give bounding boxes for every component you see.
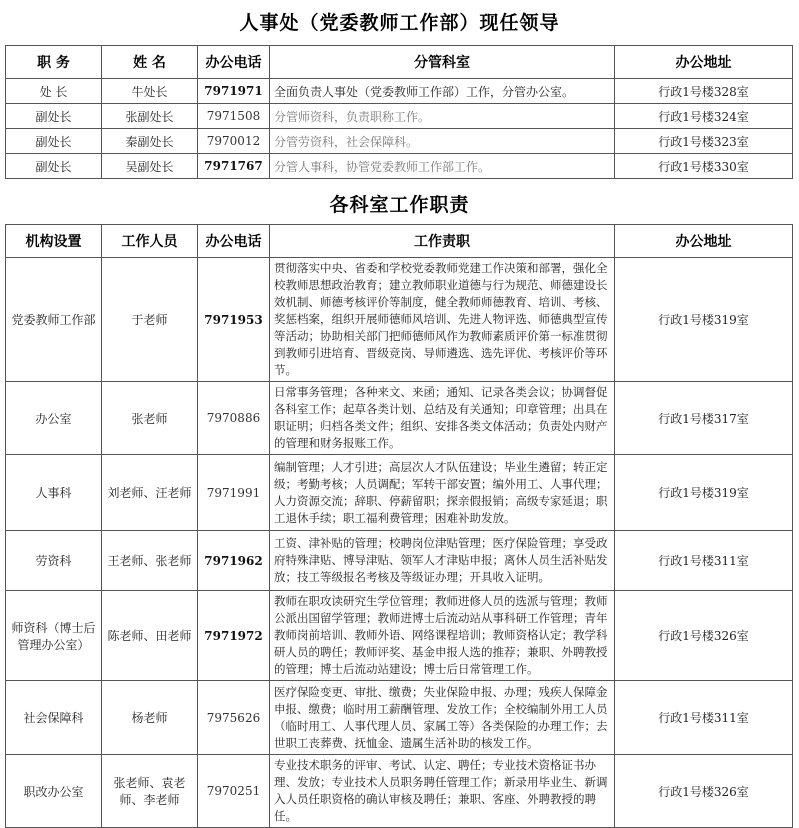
phone-cell: 7971508 <box>198 104 270 129</box>
table-row <box>6 154 793 179</box>
leaders-header-row <box>6 46 793 79</box>
staff-cell: 于老师 <box>102 258 198 382</box>
position-cell: 副处长 <box>6 129 102 154</box>
address-cell: 行政1号楼311室 <box>615 681 793 755</box>
duties-cell: 工资、津补贴的管理；校聘岗位津贴管理；医疗保险管理；享受政府特殊津贴、博导津贴、领军人才津贴申报；离休人员生活补贴发放；技工等级报名考核及等级证办理；开具收入证明。 <box>270 531 615 591</box>
table-row <box>6 129 793 154</box>
address-cell: 行政1号楼317室 <box>615 382 793 455</box>
staff-cell: 陈老师、田老师 <box>102 591 198 681</box>
position-cell: 副处长 <box>6 154 102 179</box>
address-cell: 行政1号楼326室 <box>615 755 793 828</box>
table-row <box>6 681 793 755</box>
duties-cell: 分管劳资科，社会保障科。 <box>270 129 615 154</box>
unit-cell: 人事科 <box>6 455 102 531</box>
header-duties: 工作责职 <box>270 225 615 258</box>
header-name: 姓 名 <box>102 46 198 79</box>
unit-cell: 师资科（博士后管理办公室） <box>6 591 102 681</box>
name-cell: 吴副处长 <box>102 154 198 179</box>
duties-cell: 贯彻落实中央、省委和学校党委教师党建工作决策和部署，强化全校教师思想政治教育；建立教师职业道德与行为规范、师德建设长效机制、师德考核评价等制度，健全教师师德教育、培训、考核、奖惩档案，组织开展师德师风培训、先进人物评选、师德典型宣传等活动；协助相关部门把师德师风作为教师素质评价第一标准贯彻到教师引进培育、晋级竞岗、导师遴选、选先评优、考核评价等环节。 <box>270 258 615 382</box>
address-cell: 行政1号楼319室 <box>615 455 793 531</box>
staff-cell: 杨老师 <box>102 681 198 755</box>
address-cell: 行政1号楼328室 <box>615 79 793 104</box>
duties-cell: 全面负责人事处（党委教师工作部）工作，分管办公室。 <box>270 79 615 104</box>
phone-cell: 7971962 <box>198 531 270 591</box>
table-row <box>6 382 793 455</box>
duties-cell: 编制管理；人才引进；高层次人才队伍建设；毕业生遴留；转正定级；考勤考核；人员调配；军转干部安置；编外用工、人事代理；人力资源交流；辞职、停薪留职；探亲假报销；高级专家延退；职工退休手续；职工福利费管理；困难补助发放。 <box>270 455 615 531</box>
name-cell: 秦副处长 <box>102 129 198 154</box>
address-cell: 行政1号楼330室 <box>615 154 793 179</box>
table-row <box>6 755 793 828</box>
address-cell: 行政1号楼319室 <box>615 258 793 382</box>
address-cell: 行政1号楼324室 <box>615 104 793 129</box>
header-duties: 分管科室 <box>270 46 615 79</box>
header-phone: 办公电话 <box>198 46 270 79</box>
unit-cell: 办公室 <box>6 382 102 455</box>
unit-cell: 劳资科 <box>6 531 102 591</box>
duties-cell: 专业技术职务的评审、考试、认定、聘任；专业技术资格证书办理、发放；专业技术人员职务聘任管理工作；新录用毕业生、新调入人员任职资格的确认审核及聘任；兼职、客座、外聘教授的聘任。 <box>270 755 615 828</box>
duties-cell: 分管师资科，负责职称工作。 <box>270 104 615 129</box>
phone-cell: 7971953 <box>198 258 270 382</box>
unit-cell: 职改办公室 <box>6 755 102 828</box>
phone-cell: 7971972 <box>198 591 270 681</box>
offices-table <box>5 224 793 828</box>
phone-cell: 7971971 <box>198 79 270 104</box>
header-phone: 办公电话 <box>198 225 270 258</box>
unit-cell: 社会保障科 <box>6 681 102 755</box>
leaders-title: 人事处（党委教师工作部）现任领导 <box>239 12 560 34</box>
header-position: 职 务 <box>6 46 102 79</box>
position-cell: 副处长 <box>6 104 102 129</box>
table-row <box>6 455 793 531</box>
phone-cell: 7971767 <box>198 154 270 179</box>
table-row <box>6 104 793 129</box>
table-row <box>6 79 793 104</box>
offices-title: 各科室工作职责 <box>329 194 470 216</box>
duties-cell: 日常事务管理；各种来文、来函；通知、记录各类会议；协调督促各科室工作；起草各类计划、总结及有关通知；印章管理；出具在职证明；归档各类文件；组织、安排各类文体活动；负责处内财产的管理和财务报账工作。 <box>270 382 615 455</box>
staff-cell: 刘老师、汪老师 <box>102 455 198 531</box>
phone-cell: 7970251 <box>198 755 270 828</box>
name-cell: 牛处长 <box>102 79 198 104</box>
header-address: 办公地址 <box>615 225 793 258</box>
address-cell: 行政1号楼323室 <box>615 129 793 154</box>
staff-cell: 王老师、张老师 <box>102 531 198 591</box>
phone-cell: 7971991 <box>198 455 270 531</box>
name-cell: 张副处长 <box>102 104 198 129</box>
header-staff: 工作人员 <box>102 225 198 258</box>
duties-cell: 医疗保险变更、审批、缴费；失业保险申报、办理；残疾人保障金申报、缴费；临时用工薪酬管理、发放工作；全校编制外用工人员（临时用工、人事代理人员、家属工等）各类保险的办理工作；去世职工丧葬费、抚恤金、遗属生活补助的核发工作。 <box>270 681 615 755</box>
address-cell: 行政1号楼311室 <box>615 531 793 591</box>
duties-cell: 分管人事科，协管党委教师工作部工作。 <box>270 154 615 179</box>
position-cell: 处 长 <box>6 79 102 104</box>
unit-cell: 党委教师工作部 <box>6 258 102 382</box>
staff-cell: 张老师、袁老师、李老师 <box>102 755 198 828</box>
header-address: 办公地址 <box>615 46 793 79</box>
table-row <box>6 258 793 382</box>
phone-cell: 7975626 <box>198 681 270 755</box>
staff-cell: 张老师 <box>102 382 198 455</box>
phone-cell: 7970012 <box>198 129 270 154</box>
duties-cell: 教师在职攻读研究生学位管理；教师进修人员的选派与管理；教师公派出国留学管理；教师进博士后流动站从事科研工作管理；青年教师岗前培训、教师外语、网络课程培训；教师资格认定；教学科研人员的聘任；教师评奖、基金申报人选的推荐；兼职、外聘教授的管理；博士后流动站建设；博士后日常管理工作。 <box>270 591 615 681</box>
phone-cell: 7970886 <box>198 382 270 455</box>
table-row <box>6 591 793 681</box>
table-row <box>6 531 793 591</box>
offices-header-row <box>6 225 793 258</box>
leaders-table <box>5 45 793 179</box>
address-cell: 行政1号楼326室 <box>615 591 793 681</box>
header-unit: 机构设置 <box>6 225 102 258</box>
